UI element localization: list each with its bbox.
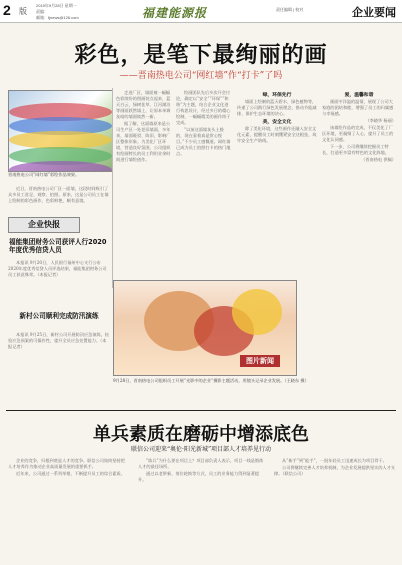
second-column-1 (8, 458, 128, 562)
brief-body (8, 260, 110, 306)
section-heading: 爱，温馨和谐 (344, 93, 374, 98)
lead-headline: 彩色，是笔下最绚丽的画 (74, 43, 328, 68)
issue-editor: 责编： (36, 9, 48, 14)
paragraph: 从“新手”到“能手”，一批年轻员工迅速成长为项目骨干。 (282, 458, 387, 463)
photo-shape (232, 289, 282, 335)
brief-headline: 福能集团财务公司获评人行2020年度优秀信贷人员 (9, 238, 107, 254)
paragraph: 墙面上绘制的蓝天碧水、绿色植物等，传递了公司践行绿色发展理念，推动节能减排、保护生态环境的决心。 (237, 99, 317, 116)
paragraph: 企业的竞争，归根到底是人才的竞争。联信公司始终坚持把人才培养作为推动企业高质量发展的重要抓手。 (8, 458, 125, 469)
feature-photo (113, 280, 297, 376)
lead-column-2 (116, 90, 172, 230)
column-divider (112, 88, 113, 288)
lead-subhead: ——晋南热电公司“网红墙”作“打卡”了吗 (119, 71, 283, 81)
lead-column-4 (237, 90, 317, 262)
paragraph: “以前这面墙灰头土脸的，现在看着真是赏心悦目。”不少员工感慨道。网红墙已成为员工拍照打卡的热门地点。 (176, 127, 231, 156)
lead-column-5 (322, 90, 396, 262)
second-column-2 (138, 458, 264, 562)
issue-date: 2015年9月28日 星期一 (36, 3, 77, 8)
paragraph: 近日，晋南热电公司厂区一面墙，这段时间吸引了众多员工驻足、观察、拍照。原来，这是公司员工在墙上绘制的彩色画作，色彩鲜艳，颇有意境。 (8, 186, 109, 203)
section-heading: 绿，环保先行 (262, 93, 292, 98)
second-headline: 单兵素质在磨砺中增添底色 (93, 424, 309, 445)
paragraph: 通过以老带新、岗位轮换等方式，员工的业务能力得到显著提升。 (138, 471, 260, 482)
paragraph: 该墙绘作品的完成，不仅美化了厂区环境，更凝聚了人心，提升了员工的文化认同感。 (322, 125, 394, 142)
page-number: 2 (3, 2, 11, 18)
issue-email: 邮箱：fjnews@126.com (36, 15, 79, 20)
paragraph: 画面中洋溢的温情，展现了公司大家庭的团结和睦，增强了员工的归属感与幸福感。 (322, 99, 394, 116)
paragraph: 绘画团队先后多次开会讨论，确定以“安全”“环保”“和谐”为主题，结合企业文化进行构思设计，经过多日的精心绘制，一幅幅精美的画作终于完成。 (176, 90, 231, 125)
byline: （李晓华 杨丽） (365, 118, 396, 123)
photo-stripe (9, 161, 112, 172)
brief-body (8, 332, 110, 384)
responsible-editors: 责任编辑 | 校对 (276, 7, 304, 12)
feature-photo-stamp: 图片新闻 (240, 355, 280, 367)
lead-column-3 (176, 90, 232, 230)
second-subhead: 联信公司迎来“奥伦·阳光新城”项目部人才培养见行动 (130, 446, 272, 453)
page-label: 版 (19, 7, 27, 16)
paragraph: 下一步，公司将继续挖掘员工特长，打造更多富有特色的文化阵地。 (322, 144, 390, 155)
byline: （晋南热电 供稿） (361, 157, 396, 162)
paragraph: “练兵”为什么要在项目上？项目部负责人表示，项目一线是锻炼人才的最佳场所。 (138, 458, 264, 469)
lead-photo-caption: 晋南热电公司“网红墙”彩绘作品效果。 (8, 172, 80, 177)
lead-photo (8, 90, 113, 172)
paragraph: 近年来，公司通过一系列举措，不断提升员工的综合素质。 (16, 471, 125, 476)
second-column-3 (274, 458, 396, 562)
newspaper-brand: 福建能源报 (142, 6, 208, 20)
paragraph: 本报讯 9月25日，新村公司开展防汛应急演练，检验应急预案的可操作性，提升全员应急处置能力。（本报记者） (8, 332, 110, 349)
section-divider (6, 410, 396, 411)
paragraph: 公司将继续完善人才培养机制，为企业发展提供坚实的人才支撑。（联信公司） (274, 465, 396, 476)
issue-meta (36, 3, 79, 21)
lead-intro-text (8, 186, 112, 212)
brief-headline: 新村公司顺利完成防汛演练 (19, 312, 99, 320)
feature-photo-caption: 9月28日，晋南热电公司组织员工开展“光影中的企业”摄影主题活动，用镜头记录企业发展。（王晓东 摄） (113, 378, 309, 383)
paragraph: 本报讯 9月20日，人民银行福州中心支行公布2020年度优秀信贷人员评选结果，福能集团财务公司员工获此殊荣。（本报记者） (8, 260, 107, 277)
section-title: 企业要闻 (352, 6, 396, 19)
paragraph: 除了美化环境，这些画作还融入安全文化元素，提醒员工时刻绷紧安全这根弦，筑牢安全生产防线。 (237, 126, 317, 143)
paragraph: 走进厂区，墙面被一幅幅色彩缤纷的图画装点起来，蓝天白云、绿树花草、江河湖泊等画面跃然墙上，让原本单调灰暗的墙面焕然一新。 (116, 90, 171, 119)
briefs-title: 企业快报 (8, 217, 80, 233)
section-heading: 美，安全文化 (262, 120, 292, 125)
page-header (0, 0, 402, 23)
paragraph: 据了解，这面墙原来是公司生产区一处老旧墙面，多年来，墙面斑驳、陈旧，影响厂区整体形象。为美化厂区环境，营造良好氛围，公司组织有绘画特长的员工利用业余时间进行墙绘创作。 (116, 121, 171, 162)
